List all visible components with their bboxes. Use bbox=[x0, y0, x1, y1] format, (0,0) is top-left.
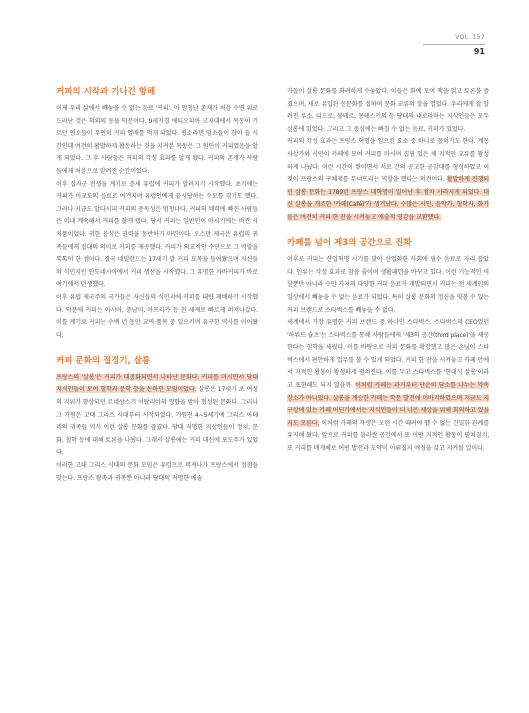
highlighted-text: 활발하게 진행되던 살롱 문화는 1789년 프랑스 대혁명이 일어난 후 점차 사라지게 되었다. 대신 살롱을 개조한 '카페(Café)'가 생겨났다. 수많은 시인, 음악가, 철학자, 화가들은 여전히 커피 한 잔을 시켜놓고 예술적 영감을 교환했다. bbox=[287, 176, 489, 221]
left-column bbox=[56, 86, 258, 485]
paragraph: 이러한 고대 그리스 시대의 문화 모임은 유럽으로 퍼져나가 프랑스에서 정점을 맞는다. 프랑스 왕족과 귀족뿐 아니라 당대의 저명한 예술 bbox=[56, 462, 258, 482]
paragraph: 이후 유럽 제국주의 국가들은 자신들의 식민지에 커피를 대량 재배하기 시작했다. 덕분에 커피는 아시아, 중남미, 아프리카 등 전 세계로 빠르게 퍼져나갔다. 이를 계기로 커피는 수백 년 동안 교역 품목 중 일으키며 유구한 역사를 이어왔다. bbox=[56, 293, 258, 339]
highlighted-text: 프랑스의 '살롱'은 커피가 대중화되면서 나타난 문화다. 커피를 마시면서 당대 지식인들이 모여 철학과 문학 등을 논하던 모임이었다. bbox=[56, 373, 258, 394]
section-heading-third-place: 카페를 넘어 제3의 공간으로 진화 bbox=[287, 238, 412, 249]
spacer bbox=[287, 225, 489, 238]
spacer bbox=[56, 342, 258, 355]
header-divider bbox=[423, 44, 485, 45]
section-heading-salon: 커피 문화의 절정기, 살롱 bbox=[56, 355, 151, 366]
paragraph bbox=[287, 136, 489, 224]
paragraph: 가들이 살롱 문화를 화려하게 수놓았다. 이들은 화예 모여 책을 읽고 토론을 즐겼으며, 새로 유입된 신문화를 접하며 문화 교류의 장을 열었다. 우리에게 잘 알려진 루소, 디드로, 볼테르, 몽테스키외 등 당대의 내로라하는 지식인들은 모두 살롱에 있었다. 그리고 그 중심에는 빠질 수 없는 음료, 커피가 있었다. bbox=[287, 88, 489, 133]
paragraph bbox=[287, 317, 489, 456]
right-column bbox=[287, 86, 489, 456]
paragraph-text: 커피의 각성 효과는 프랑스 혁명을 일으킨 요소 중 하나로 꼽히기도 한다. 계몽사상가와 시민이 카페에 모여 커피를 마시며 집필 있은 채 지적인 교류를 왕성하게 나눴다. 이런 시간이 쌓이면서 서로 간의 공고한 공감대를 형성하였고 이것이 프랑스의 구체제를 무너뜨리는 역할을 했다는 의견이다. bbox=[287, 138, 489, 184]
paragraph-text: 살롱은 17세기 초 여성의 지위가 향상되던 르네상스기 이탈리아의 영향을 받아 형성된 문화다. 그러나 그 기원은 고대 그리스 시대부터 시작되었다. 기원전 4~5세기에 그리스 아테네의 귀족들 역시 이런 살롱 문화를 즐겼다. 당대 저명한 지성인들이 정치, 문화, 철학 등에 대해 토론을 나눴다. 그래서 살롱에는 커피 대신에 포도주가 있었다. bbox=[56, 386, 258, 457]
paragraph: 이후로 커피는 산업혁명 시기를 맞아 산업화한 사회에 필수 음료로 자리 잡았다. 인류는 각성 효과로 잠을 줄이며 생활패턴을 바꾸고 있다. 이런 기능적인 역할뿐만 아니라 수만 가지의 다양한 커피 음료가 개발되면서 커피는 전 세계인의 일상에서 빼놓을 수 없는 음료가 되었다. 특히 살롱 문화의 정신을 엿볼 수 있는 커피 브랜드로 스타벅스를 빼놓을 수 없다. bbox=[287, 256, 489, 314]
paragraph-text: 이처럼 카페의 자생은 오랜 시간 때려야 뗄 수 없는 긴밀한 관계를 유지해 왔다. 앞으로 커피를 둘러싼 공간에서 또 어떤 지적인 활동이 펼쳐질지, 또 커피를 매개체로 어떤 발전과 도약이 이뤄질지 애정을 갖고 지켜볼 일이다. bbox=[287, 419, 489, 453]
section-heading-origin: 커피의 시작과 기나긴 항해 bbox=[56, 87, 156, 97]
highlighted-text: 이처럼 카페는 과거부터 단순히 담소를 나누는 약속 장소가 아니었다. 살롱을 계승한 카페는 학문 발전에 이바지하였으며 지금도 지구상에 있는 카페 어딘가에서는 지식인들이 더 나은 세상을 위해 회의하고 있을지도 모른다. bbox=[287, 382, 489, 427]
paragraph bbox=[56, 372, 258, 460]
page-number: 91 bbox=[473, 47, 485, 56]
paragraph: 이제 우리 삶에서 빼놓을 수 없는 음료 '커피'. 이 엄청난 존재가 처음 수면 위로 드러난 것은 의외의 동물 덕분이다. 9세기경 에티오피아 고지대에서 목동이 기르던 염소들이 우연히 커피 열매를 먹게 되었다. 평소라면 염소들이 잠이 들 시간인데 여전히 활발하게 활동하는 것을 지켜본 목동은 그 원인이 커피였음을 알게 되었다. 그 후 사람들은 커피의 각성 효과를 알게 됐다. 커피의 존재가 사람들에게 처음으로 알려진 순간이었다. bbox=[56, 105, 258, 175]
page-header bbox=[423, 34, 485, 57]
paragraph: 이후 십자군 전쟁을 계기로 중세 유럽에 커피가 알려지기 시작했다. 초기에는 커피가 이교도의 음료로 여겨지며 유럽인에게 끝시당하는 수모를 겪기도 했다. 그러나 지금도 알다시피 커피의 중독성은 엄청나다. 커피의 매력에 빠진 사람들은 이내 계속해서 커피를 찾게 됐다. 당시 커피는 일반인이 마시기에는 비싼 사치품이었다. 귀한 음식은 권력을 동반하기 마련이다. 오스만 제국은 유럽의 귀족들에게 접대의 의미로 커피를 제공했다. 커피가 외교적인 수단으로 그 역할을 톡톡히 한 셈이다. 결국 네덜란드는 17세기 말 커피 묘목을 들여왔으며 자신들의 식민지인 인도네시아에서 커피 생산을 시작했다. 그 유명한 자바커피가 바로 여기에서 탄생했다. bbox=[56, 180, 258, 289]
volume-label: VOL. 157 bbox=[455, 34, 485, 41]
paragraph-text: 세계에서 가장 유명한 커피 브랜드 중 하나인 스타벅스. 스타벅스의 CEO였던 '하워드 슐츠'는 스타벅스를 통해 사람들에게 '제3의 공간(third place)'을 제공한다는 철학을 세웠다. 이를 바탕으로 커피 문화를 확장했고 많은 손님이 스타벅스에서 편안하게 업무를 볼 수 있게 되었다. 커피 한 잔을 시켜놓고 카페 안에서 지적인 활동이 왕성하게 펼쳐진다. 이를 두고 스타벅스를 '현대식 살롱'이라고 표현해도 되지 않을까. bbox=[287, 319, 489, 390]
